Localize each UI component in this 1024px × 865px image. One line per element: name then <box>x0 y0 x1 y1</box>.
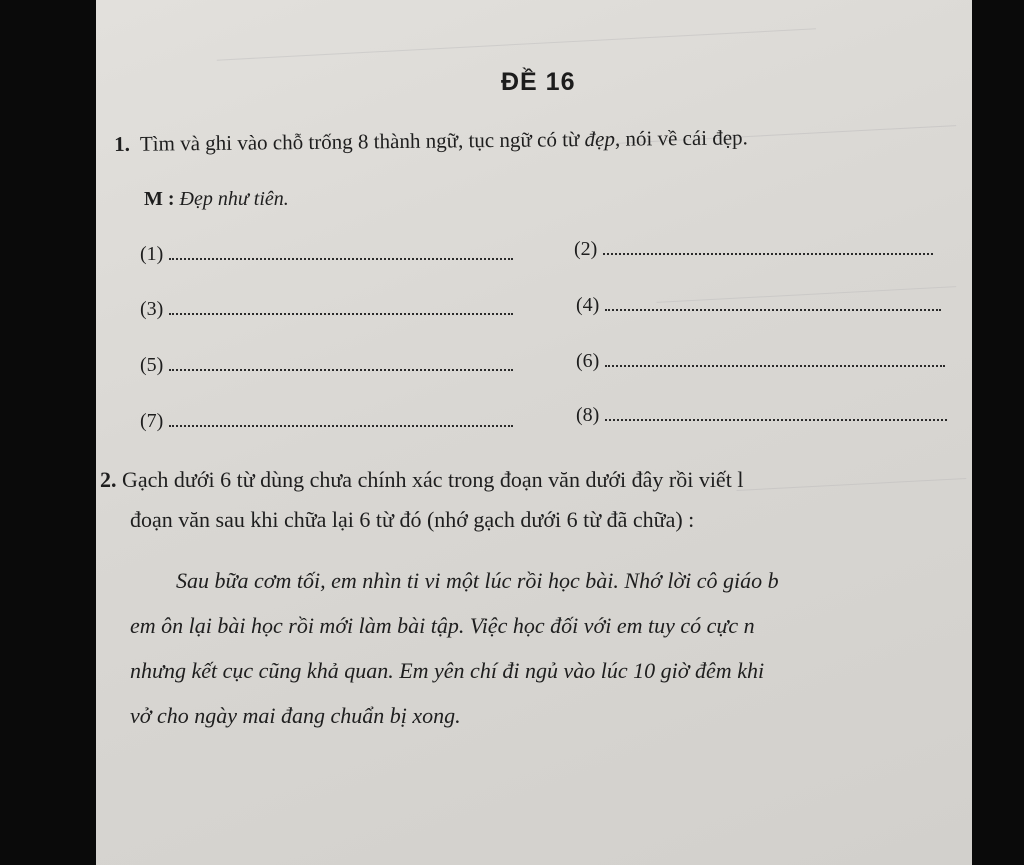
question-1 <box>114 125 748 157</box>
passage-line: nhưng kết cục cũng khả quan. Em yên chí đi ngủ vào lúc 10 giờ đêm khi <box>130 658 765 683</box>
question-text: Gạch dưới 6 từ dùng chưa chính xác trong đoạn văn dưới đây rồi viết l <box>122 467 744 492</box>
example-line <box>144 188 289 211</box>
dotted-line <box>603 239 933 255</box>
blank-number: (1) <box>140 243 164 265</box>
blank-number: (3) <box>140 298 164 320</box>
passage-line: em ôn lại bài học rồi mới làm bài tập. Việc học đối với em tuy có cực n <box>130 613 755 638</box>
answer-blank-7[interactable] <box>140 410 513 433</box>
dotted-line <box>605 295 941 311</box>
answer-blank-8[interactable] <box>576 404 947 427</box>
blank-number: (8) <box>576 404 600 426</box>
blank-number: (6) <box>576 350 600 372</box>
answer-blank-4[interactable] <box>576 294 941 317</box>
answer-blank-3[interactable] <box>140 298 513 321</box>
blank-number: (4) <box>576 294 600 316</box>
bleed-through-texture <box>216 14 816 60</box>
dotted-line <box>169 355 513 371</box>
answer-blank-2[interactable] <box>574 238 933 261</box>
exercise-title: ĐỀ 16 <box>501 68 576 96</box>
blank-number: (2) <box>574 238 598 260</box>
dotted-line <box>169 244 513 260</box>
answer-blank-6[interactable] <box>576 350 945 373</box>
question-number: 2. <box>100 467 117 492</box>
answer-blank-5[interactable] <box>140 354 513 377</box>
question-text: Tìm và ghi vào chỗ trống 8 thành ngữ, tục ngữ có từ <box>139 127 585 156</box>
passage <box>130 558 972 738</box>
question-2 <box>100 460 972 540</box>
example-text: Đẹp như tiên. <box>179 188 289 210</box>
passage-line: Sau bữa cơm tối, em nhìn ti vi một lúc rồi học bài. Nhớ lời cô giáo b <box>176 568 779 593</box>
blank-number: (7) <box>140 410 164 432</box>
example-label: M : <box>144 188 175 210</box>
question-text-end: , nói về cái đẹp. <box>614 125 748 151</box>
answer-blank-1[interactable] <box>140 243 513 266</box>
question-text-italic: đẹp <box>584 126 616 152</box>
dotted-line <box>169 299 513 315</box>
book-page <box>96 0 972 865</box>
question-text-continued: đoạn văn sau khi chữa lại 6 từ đó (nhớ gạch dưới 6 từ đã chữa) : <box>130 507 695 532</box>
dotted-line <box>605 405 947 421</box>
dotted-line <box>169 411 513 427</box>
question-number: 1. <box>114 131 131 156</box>
passage-line: vở cho ngày mai đang chuẩn bị xong. <box>130 703 461 728</box>
dotted-line <box>605 351 945 367</box>
blank-number: (5) <box>140 354 164 376</box>
